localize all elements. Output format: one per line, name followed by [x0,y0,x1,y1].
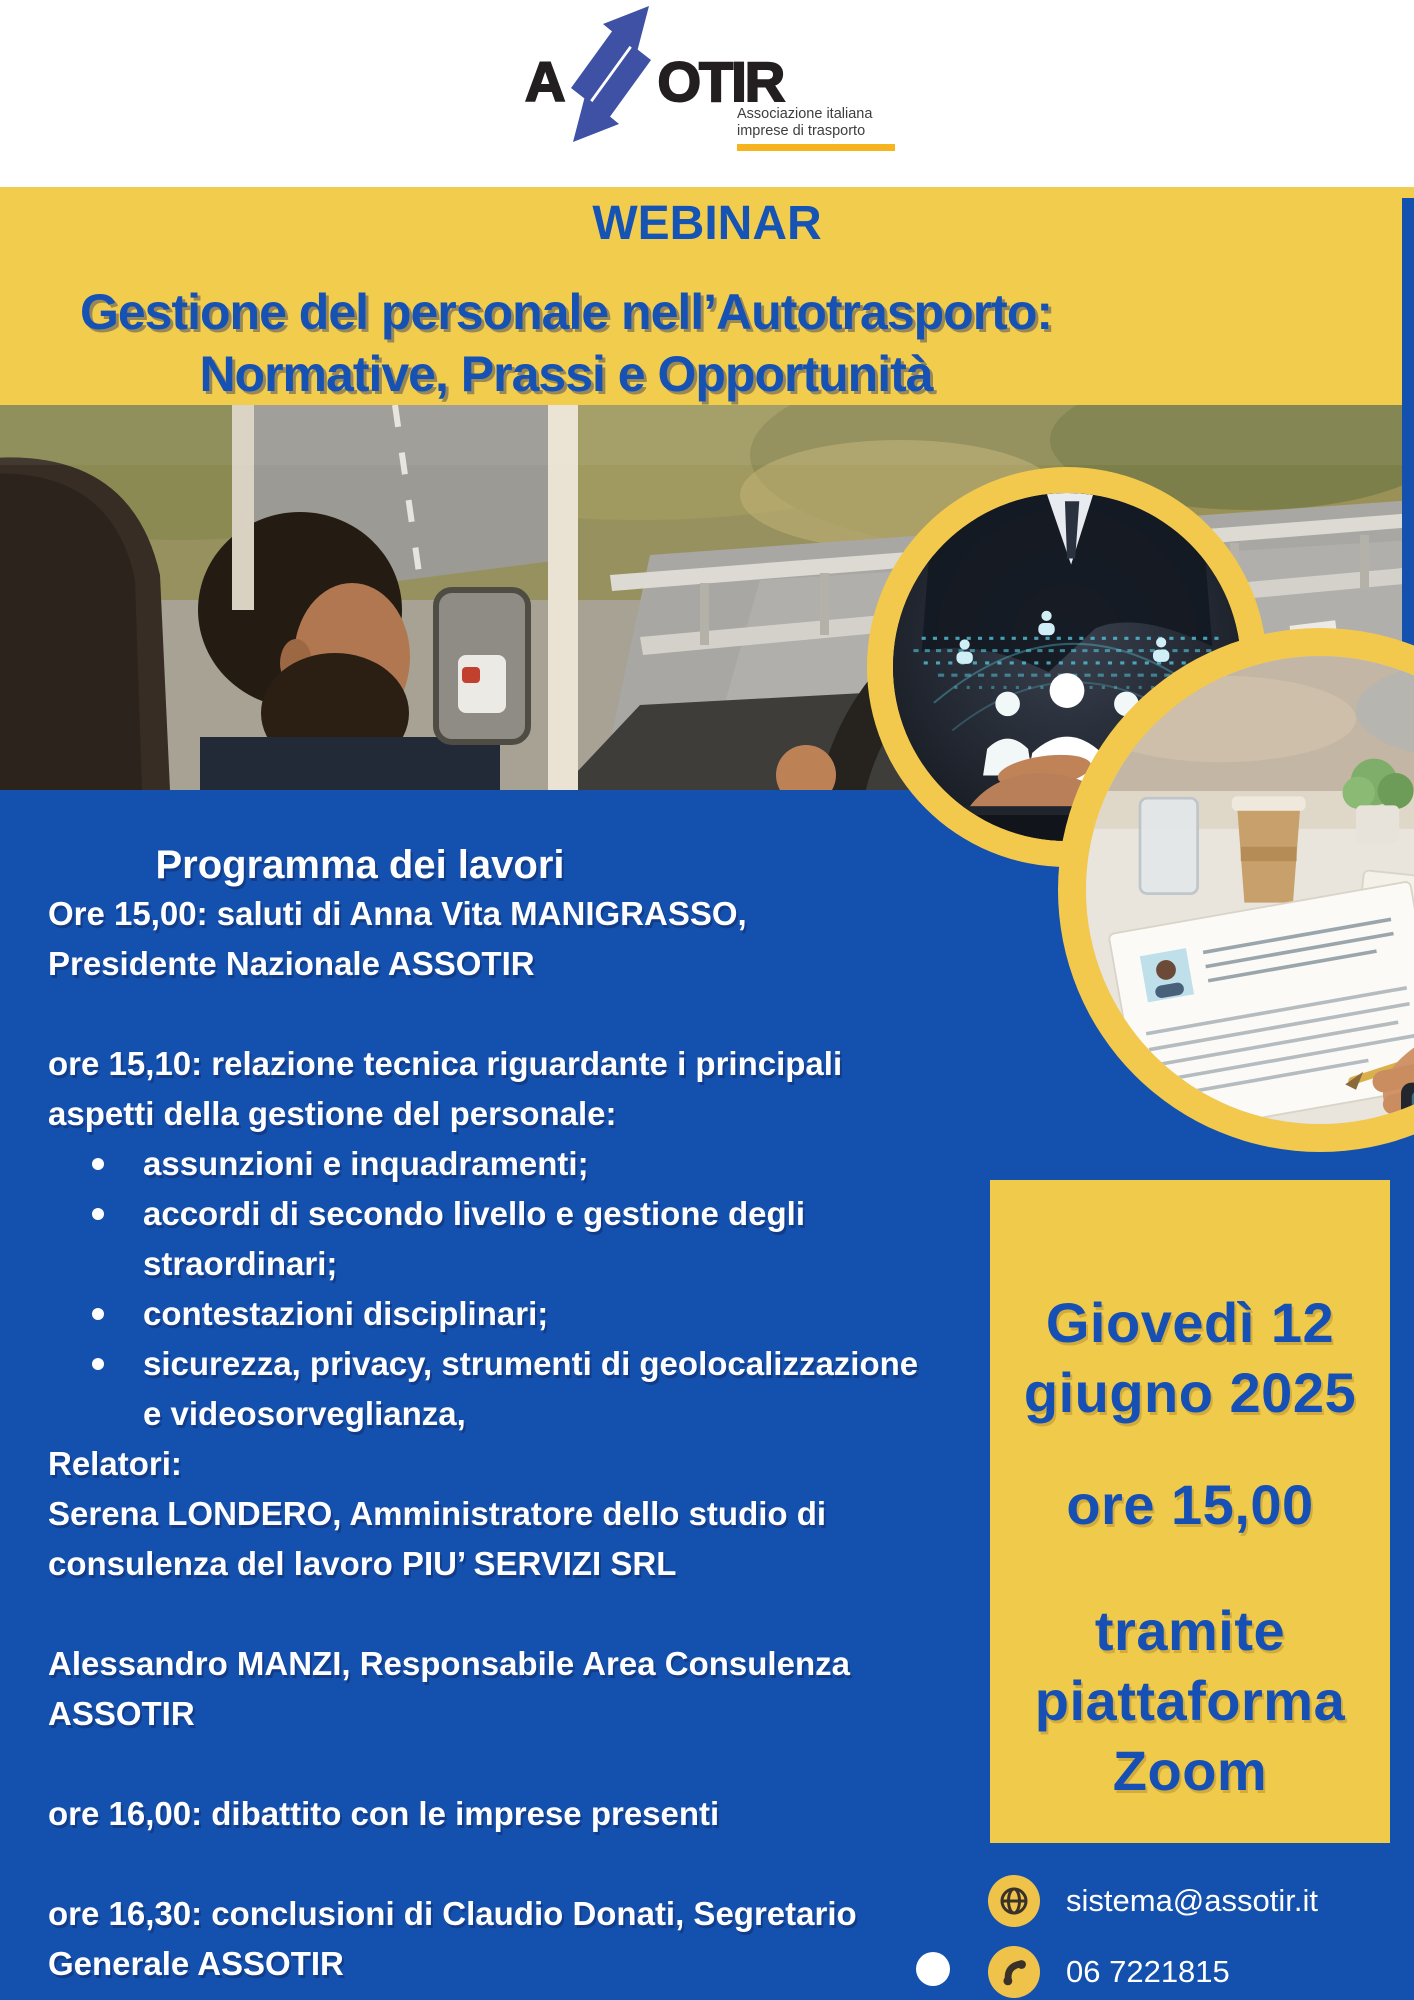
logo-tagline-line1: Associazione italiana [737,106,873,122]
webinar-kicker: WEBINAR [592,197,822,250]
program-item-report [48,1039,998,1139]
contact-email: sistema@assotir.it [1066,1883,1318,1918]
list-item: accordi di secondo livello e gestione degli straordinari; [48,1189,998,1289]
event-date: Giovedì 12 giugno 2025 [1023,1291,1357,1424]
list-item: contestazioni disciplinari; [48,1289,998,1339]
assotir-logo [525,4,905,156]
program-report-line2: aspetti della gestione del personale: [48,1095,617,1132]
program-opening-line1: Ore 15,00: saluti di Anna Vita MANIGRASSO, [48,895,747,932]
top-white-band [0,0,1414,187]
program-item-debate: ore 16,00: dibattito con le imprese presenti [48,1795,720,1832]
list-item: assunzioni e inquadramenti; [48,1139,998,1189]
page-title-line2: Normative, Prassi e Opportunità [199,345,933,402]
page-title-line1: Gestione del personale nell’Autotrasporto: [79,283,1053,340]
globe-icon [988,1875,1040,1927]
logo-letter-a: A [525,50,564,113]
page-title [0,281,1132,405]
recruiter-desk-photo [1086,656,1414,1124]
program-topics-list [48,1139,998,1439]
program-opening-line2: Presidente Nazionale ASSOTIR [48,945,535,982]
contact-email-row [988,1875,1408,1927]
logo-double-arrow-icon [561,4,661,144]
speaker-1: Serena LONDERO, Amministratore dello studio di consulenza del lavoro PIU’ SERVIZI SRL [48,1495,827,1582]
event-platform: tramite piattaforma Zoom [1034,1599,1346,1802]
program-report-line1: ore 15,10: relazione tecnica riguardante i principali [48,1045,843,1082]
event-details-box [990,1180,1390,1843]
speaker-2: Alessandro MANZI, Responsabile Area Consulenza ASSOTIR [48,1645,850,1732]
logo-tagline-line2: imprese di trasporto [737,123,866,139]
program-heading: Programma dei lavori [155,843,565,888]
program-item-conclusions: ore 16,30: conclusioni di Claudio Donati, Segretario Generale ASSOTIR [48,1895,857,1982]
program-item-opening [48,889,998,989]
logo-accent-bar [737,144,895,151]
contact-block [988,1875,1408,2000]
event-time: ore 15,00 [1066,1473,1314,1536]
list-item: sicurezza, privacy, strumenti di geolocalizzazione e videosorveglianza, [48,1339,998,1439]
program-body [48,889,998,1989]
phone-icon [988,1946,1040,1998]
speakers-label: Relatori: [48,1445,182,1482]
contact-phone-row [988,1946,1408,1998]
logo-letters-otir: OTIR [657,50,784,113]
contact-phone: 06 7221815 [1066,1954,1230,1989]
logo-tagline [737,106,907,151]
